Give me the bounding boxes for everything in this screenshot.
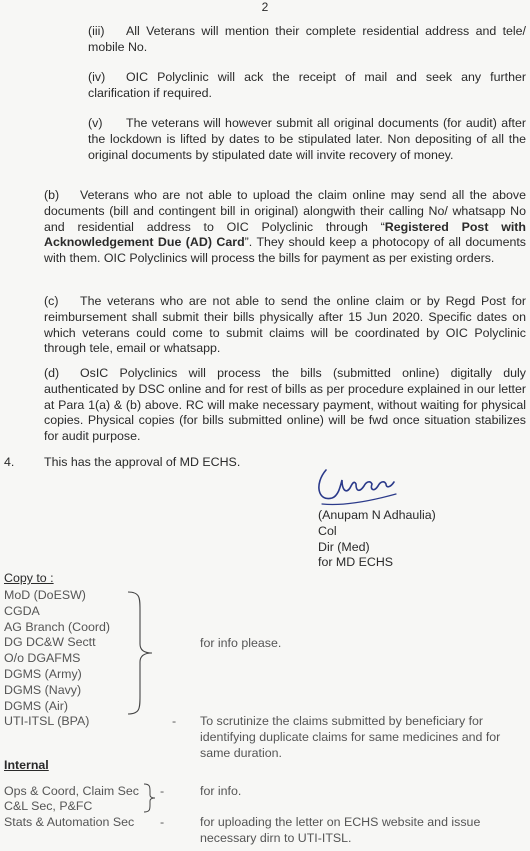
para-label: (b): [44, 188, 60, 202]
copy-recipient: DGMS (Navy): [4, 682, 82, 697]
brace-icon: [143, 783, 157, 813]
para-4-text: This has the approval of MD ECHS.: [44, 455, 241, 469]
page-number: 2: [261, 0, 269, 14]
signature: [312, 462, 402, 514]
internal-recipient: Stats & Automation Sec: [4, 815, 135, 829]
internal-note: for info.: [200, 784, 242, 798]
copy-to-group: [4, 588, 110, 714]
dash: -: [160, 784, 165, 798]
copy-to-heading: Copy to :: [4, 571, 54, 585]
signatory-for: for MD ECHS: [318, 555, 394, 570]
copy-recipient: CGDA: [4, 603, 40, 618]
dash: -: [172, 714, 177, 728]
sub-para-iii: [88, 24, 526, 56]
brace-icon: [126, 590, 156, 716]
signature-block: [318, 508, 436, 571]
signatory-rank: Col: [318, 523, 337, 538]
para-bold-text: Registered Post with Acknowledgement Due (AD) Card: [44, 219, 526, 250]
sub-para-label: (iv): [88, 70, 106, 84]
sub-para-text: All Veterans will mention their complete residential address and tele/ mobile No.: [88, 24, 526, 54]
para-d: [44, 366, 526, 445]
copy-recipient: DG DC&W Sectt: [4, 635, 96, 650]
internal-recipient: Ops & Coord, Claim Sec: [4, 784, 139, 798]
copy-recipient: O/o DGAFMS: [4, 651, 81, 666]
para-text: Veterans who are not able to upload the claim online may send all the above documents (bill and contingent bill in original) alongwith their calling No/ whatsapp No and residential address to OIC Polyclinic through “: [44, 188, 526, 234]
para-text: The veterans who are not able to send the online claim or by Regd Post for reimbursement shall submit their bills physically after 15 Jun 2020. Specific dates on which veterans could come to submit claims will be coordinated by OIC Polyclinic through tele, email or whatsapp.: [44, 294, 526, 356]
para-text: ”. They should keep a photocopy of all documents with them. OIC Polyclinics will process the bills for payment as per existing orders.: [44, 235, 526, 266]
copy-recipient-uti: UTI-ITSL (BPA): [4, 714, 90, 728]
copy-recipient: DGMS (Air): [4, 698, 69, 713]
copy-to-group-note: for info please.: [200, 636, 282, 650]
copy-recipient: MoD (DoESW): [4, 588, 86, 602]
para-label: (d): [44, 366, 60, 380]
para-c: [44, 294, 526, 357]
internal-recipient: C&L Sec, P&FC: [4, 799, 93, 813]
signatory-appointment: Dir (Med): [318, 539, 370, 554]
para-4-label: 4.: [4, 455, 15, 469]
copy-recipient: AG Branch (Coord): [4, 619, 111, 634]
internal-note: for uploading the letter on ECHS website and issue necessary dirn to UTI-ITSL.: [200, 815, 481, 845]
sub-para-iv: [88, 70, 526, 102]
sub-para-text: The veterans will however submit all original documents (for audit) after the lockdown is lifted by dates to be stipulated later. Non depositing of all the original documents by stipulated date will invite recovery of money.: [88, 116, 526, 162]
internal-heading: Internal: [4, 758, 49, 772]
sub-para-label: (v): [88, 116, 103, 130]
signatory-name: (Anupam N Adhaulia): [318, 508, 436, 522]
para-b: [44, 188, 526, 267]
para-label: (c): [44, 294, 59, 308]
copy-recipient: DGMS (Army): [4, 666, 82, 681]
para-text: OsIC Polyclinics will process the bills (submitted online) digitally duly authenticated by DSC online and for rest of bills as per procedure explained in our letter at Para 1(a) & (b) above. RC will make necessary payment, without waiting for physical copies. Physical copies (for bills submitted online) will be fwd once situation stabilizes for audit purpose.: [44, 366, 526, 444]
sub-para-label: (iii): [88, 24, 105, 38]
copy-to-uti-note: To scrutinize the claims submitted by beneficiary for identifying duplicate claims for same medicines and for same duration.: [200, 714, 501, 760]
dash: -: [160, 815, 165, 829]
sub-para-v: [88, 116, 526, 163]
sub-para-text: OIC Polyclinic will ack the receipt of mail and seek any further clarification if required.: [88, 70, 526, 100]
